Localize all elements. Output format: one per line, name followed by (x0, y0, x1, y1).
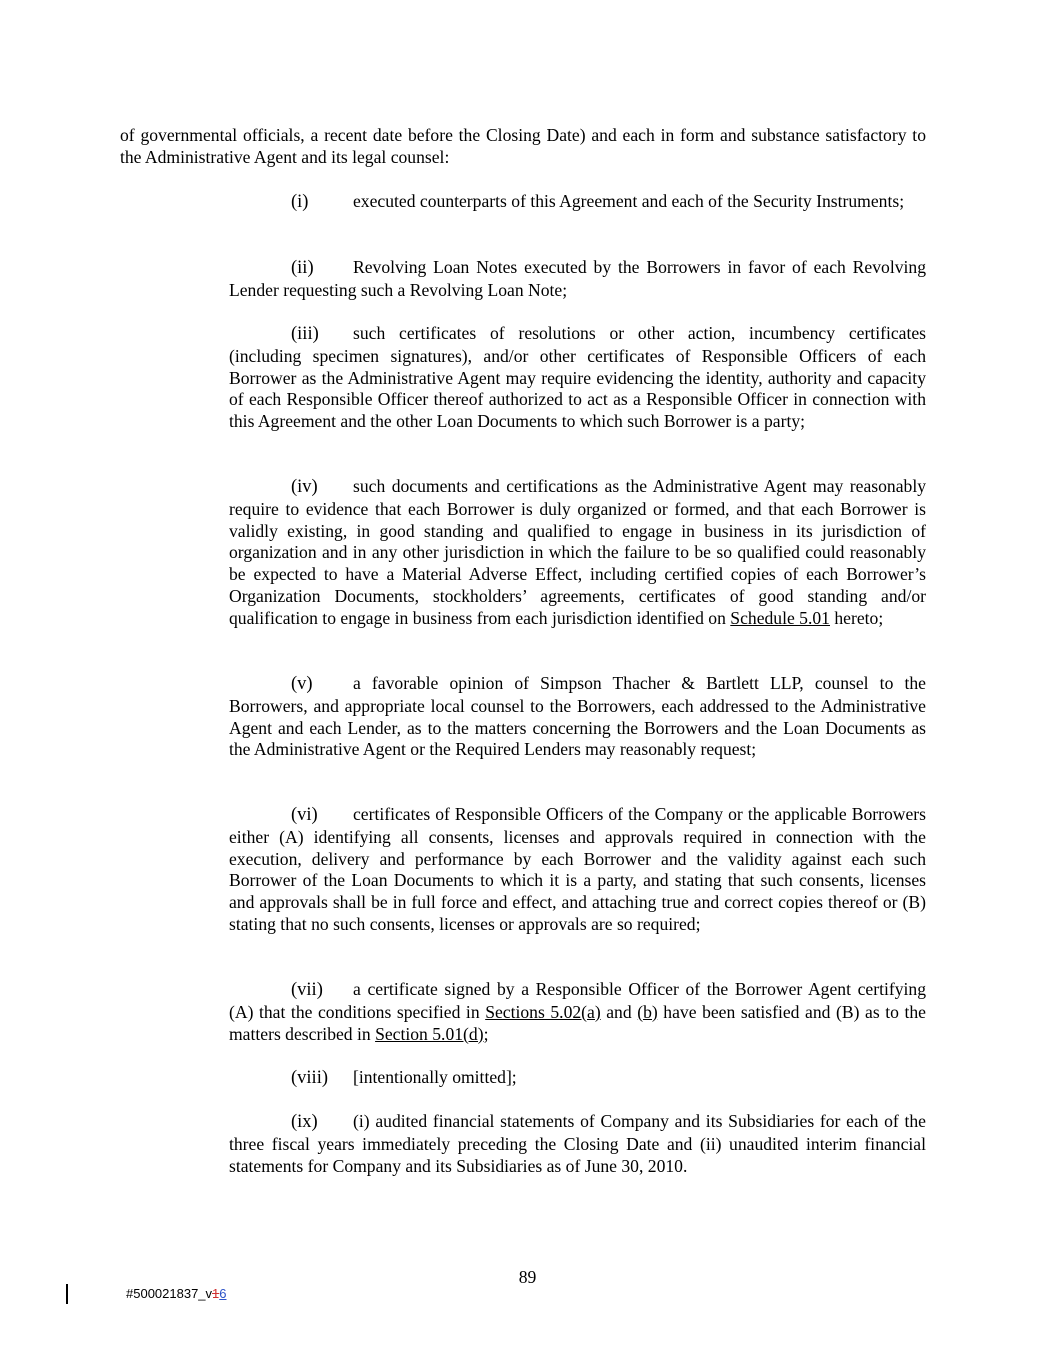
item-number: (v) (291, 674, 313, 694)
item-number: (i) (291, 192, 309, 212)
section-link[interactable]: Section 5.01(d) (375, 1023, 484, 1044)
section-link[interactable]: Sections 5.02(a) (485, 1001, 601, 1022)
list-item-ix (229, 1111, 926, 1177)
item-text: a certificate signed by a Responsible Officer of the Borrower Agent certifying (A) that the conditions specified in (229, 979, 926, 1022)
change-bar (66, 1284, 68, 1304)
list-item-vi (229, 804, 926, 936)
list-item-vii (229, 979, 926, 1045)
deleted-version: 1 (212, 1286, 220, 1301)
item-number: (vi) (291, 805, 318, 825)
doc-id-text: #500021837_v (126, 1286, 213, 1301)
list-item-iv (229, 476, 926, 630)
item-number: (ii) (291, 258, 314, 278)
list-item-v (229, 673, 926, 761)
inserted-version: 6 (219, 1286, 227, 1301)
intro-paragraph: of governmental officials, a recent date before the Closing Date) and each in form and substance satisfactory to the Administrative Agent and its legal counsel: (120, 125, 926, 167)
item-text: hereto; (829, 607, 884, 628)
item-text: have been satisfied and (B) as to the matters described in (229, 1001, 926, 1044)
schedule-link[interactable]: Schedule 5.01 (730, 607, 830, 628)
item-text: Revolving Loan Notes executed by the Borrowers in favor of each Revolving Lender requesting such a Revolving Loan Note; (229, 257, 926, 300)
section-link[interactable]: (b) (637, 1001, 658, 1022)
item-text: a favorable opinion of Simpson Thacher & Bartlett LLP, counsel to the Borrowers, and appropriate local counsel to the Borrowers, each addressed to the Administrative Agent and each Lender, as to the matters concerning the Borrowers and the Loan Documents as the Administrative Agent or the Required Lenders may reasonably request; (229, 673, 926, 760)
page-number: 89 (518, 1267, 537, 1287)
item-number: (vii) (291, 980, 323, 1000)
footer-doc-id (126, 1286, 227, 1301)
list-item-ii (229, 257, 926, 302)
item-text: [intentionally omitted]; (353, 1067, 517, 1087)
item-number: (iii) (291, 324, 319, 344)
item-text: ; (483, 1023, 489, 1044)
item-text: (i) audited financial statements of Company and its Subsidiaries for each of the three fiscal years immediately preceding the Closing Date and (ii) unaudited interim financial statements for Company and its Subsidiaries as of June 30, 2010. (229, 1111, 926, 1176)
item-text: and (600, 1001, 638, 1022)
list-item-i (229, 191, 926, 214)
item-number: (ix) (291, 1112, 318, 1132)
list-item-viii (229, 1067, 926, 1090)
list-item-iii (229, 323, 926, 433)
item-text: executed counterparts of this Agreement and each of the Security Instruments; (353, 191, 905, 211)
item-number: (iv) (291, 477, 318, 497)
item-number: (viii) (291, 1068, 328, 1088)
item-text: such documents and certifications as the Administrative Agent may reasonably require to evidence that each Borrower is duly organized or formed, and that each Borrower is validly existing, in good standing and qualified to engage in business in its jurisdiction of organization and in any other jurisdiction in which the failure to be so qualified could reasonably be expected to have a Material Adverse Effect, including certified copies of each Borrower’s Organization Documents, stockholders’ agreements, certificates of good standing and/or qualification to engage in business from each jurisdiction identified on (229, 476, 926, 628)
item-text: such certificates of resolutions or other action, incumbency certificates (including specimen signatures), and/or other certificates of Responsible Officers of each Borrower as the Administrative Agent may require evidencing the identity, authority and capacity of each Responsible Officer thereof authorized to act as a Responsible Officer in connection with this Agreement and the other Loan Documents to which such Borrower is a party; (229, 323, 926, 432)
item-text: certificates of Responsible Officers of the Company or the applicable Borrowers either (A) identifying all consents, licenses and approvals required in connection with the execution, delivery and performance by each Borrower and the validity against each such Borrower of the Loan Documents to which it is a party, and stating that such consents, licenses and approvals shall be in full force and effect, and attaching true and correct copies thereof or (B) stating that no such consents, licenses or approvals are so required; (229, 804, 926, 934)
